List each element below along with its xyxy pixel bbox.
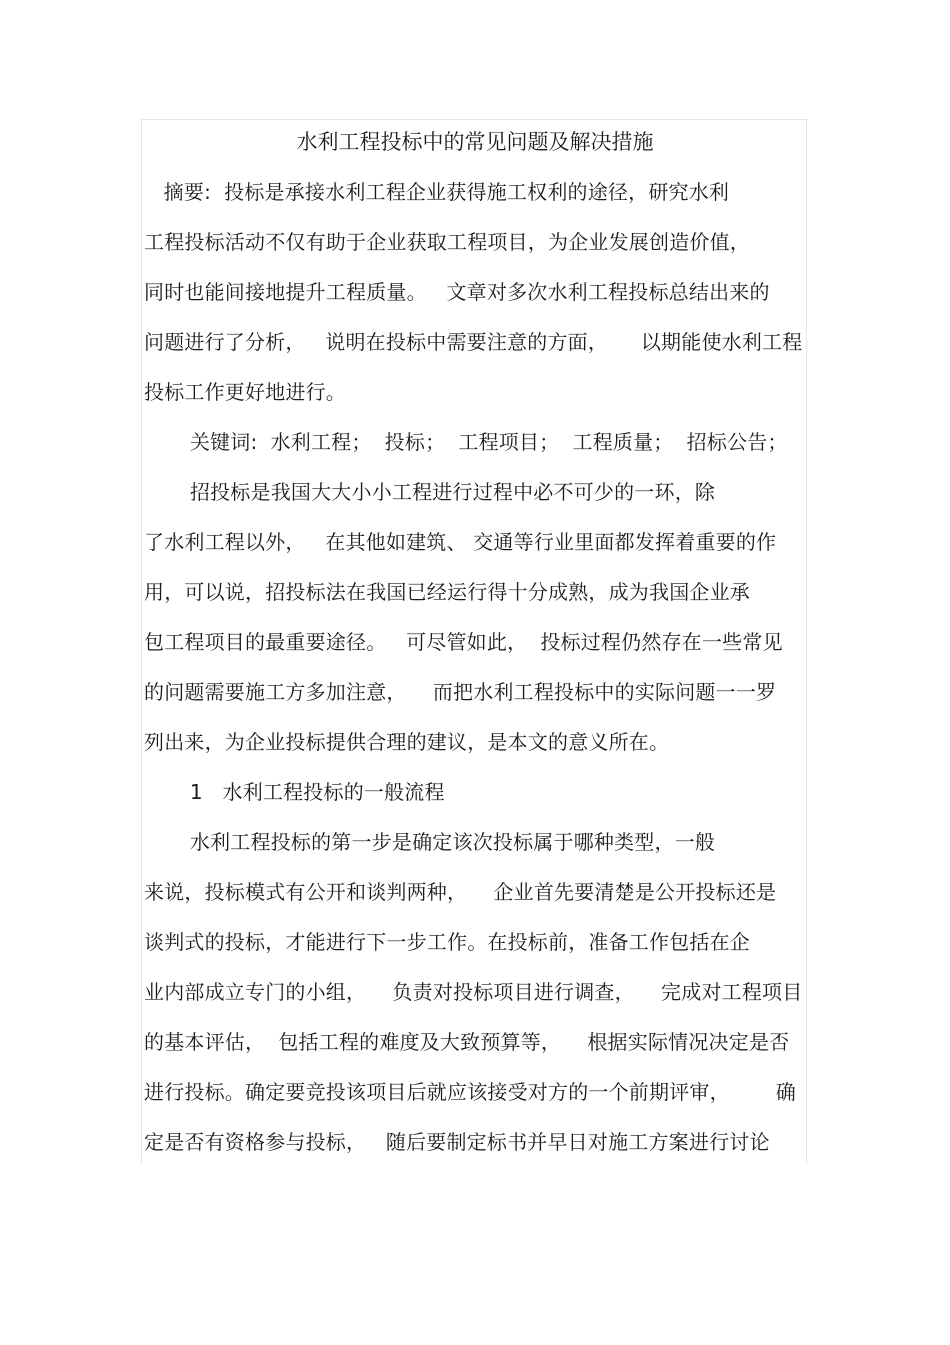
abstract-line-4: 问题进行了分析， 说明在投标中需要注意的方面， 以期能使水利工程 xyxy=(144,330,803,354)
abstract-line-2: 工程投标活动不仅有助于企业获取工程项目，为企业发展创造价值， xyxy=(144,230,750,254)
body-line-9: 谈判式的投标，才能进行下一步工作。在投标前，准备工作包括在企 xyxy=(144,930,750,954)
abstract-line-3: 同时也能间接地提升工程质量。 文章对多次水利工程投标总结出来的 xyxy=(144,280,770,304)
body-line-7: 水利工程投标的第一步是确定该次投标属于哪种类型，一般 xyxy=(144,830,716,854)
body-line-11: 的基本评估， 包括工程的难度及大致预算等， 根据实际情况决定是否 xyxy=(144,1030,790,1054)
abstract-line-5: 投标工作更好地进行。 xyxy=(144,380,346,404)
body-line-5: 的问题需要施工方多加注意， 而把水利工程投标中的实际问题一一罗 xyxy=(144,680,777,704)
body-line-8: 来说，投标模式有公开和谈判两种， 企业首先要清楚是公开投标还是 xyxy=(144,880,777,904)
keywords-line: 关键词: 水利工程； 投标； 工程项目； 工程质量； 招标公告； xyxy=(144,430,788,454)
body-line-6: 列出来，为企业投标提供合理的建议，是本文的意义所在。 xyxy=(144,730,670,754)
body-line-10: 业内部成立专门的小组， 负责对投标项目进行调查， 完成对工程项目 xyxy=(144,980,803,1004)
body-line-3: 用，可以说，招投标法在我国已经运行得十分成熟，成为我国企业承 xyxy=(144,580,750,604)
body-line-1: 招投标是我国大大小小工程进行过程中必不可少的一环，除 xyxy=(144,480,716,504)
section-heading-1: 1 水利工程投标的一般流程 xyxy=(144,780,445,804)
document-title: 水利工程投标中的常见问题及解决措施 xyxy=(296,130,654,154)
body-line-2: 了水利工程以外， 在其他如建筑、 交通等行业里面都发挥着重要的作 xyxy=(144,530,777,554)
abstract-line-1: 摘要: 投标是承接水利工程企业获得施工权利的途径，研究水利 xyxy=(144,180,730,204)
body-line-12: 进行投标。确定要竞投该项目后就应该接受对方的一个前期评审， 确 xyxy=(144,1080,796,1104)
body-line-4: 包工程项目的最重要途径。 可尽管如此， 投标过程仍然存在一些常见 xyxy=(144,630,783,654)
body-line-13: 定是否有资格参与投标， 随后要制定标书并早日对施工方案进行讨论 xyxy=(144,1130,770,1154)
